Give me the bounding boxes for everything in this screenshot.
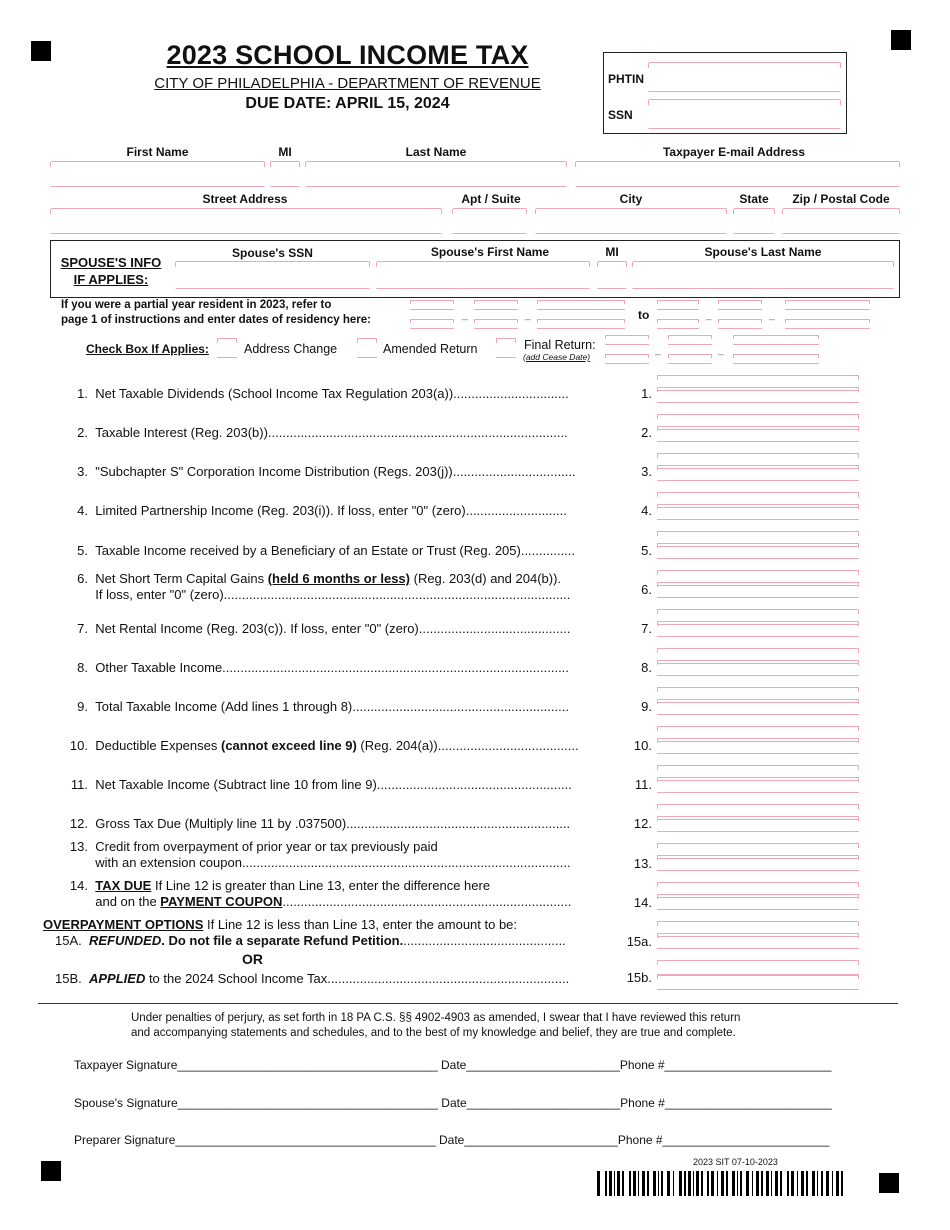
line-description: Net Short Term Capital Gains — [95, 571, 268, 586]
residency-text-2: page 1 of instructions and enter dates of residency here: — [61, 314, 371, 326]
line-12-ref: 12. — [633, 816, 652, 831]
mi-field[interactable] — [270, 161, 300, 187]
final-return-checkbox[interactable] — [496, 338, 516, 358]
line-number: 15A. — [55, 933, 82, 948]
line-description-rest: (Reg. 204(a))....................................... — [356, 738, 579, 753]
spouse-ssn-field[interactable] — [175, 261, 370, 289]
or-label: OR — [242, 951, 263, 967]
cease-date-day-lower — [668, 354, 712, 364]
line-description: Other Taxable Income................................................................................................ — [95, 660, 569, 675]
line-10-emphasis: (cannot exceed line 9) — [220, 738, 357, 753]
line-6-text — [60, 571, 615, 603]
line-number: 3. — [77, 464, 88, 479]
line-number: 10. — [69, 738, 88, 753]
address-change-label: Address Change — [244, 342, 338, 356]
residency-to-month-lower — [657, 319, 699, 329]
first-name-field[interactable] — [50, 161, 265, 187]
tax-due-label: TAX DUE — [95, 878, 152, 893]
line-description: If Line 12 is greater than Line 13, enter the difference here — [151, 878, 491, 893]
spouse-first-name-label: Spouse's First Name — [430, 245, 550, 259]
residency-from-year-lower — [537, 319, 625, 329]
line-15b-ref: 15b. — [626, 970, 652, 985]
spouse-mi-label: MI — [605, 245, 619, 259]
date-separator: _ — [525, 310, 531, 321]
residency-text-1: If you were a partial year resident in 2023, refer to — [61, 299, 332, 311]
registration-mark-bottom-right — [879, 1173, 899, 1193]
line-3-text — [60, 464, 615, 480]
ssn-label: SSN — [608, 108, 633, 122]
department-name: CITY OF PHILADELPHIA - DEPARTMENT OF REVENUE — [154, 75, 541, 92]
cease-date-year-lower — [733, 354, 819, 364]
line-2-amount-lower — [657, 426, 859, 442]
street-field[interactable] — [50, 208, 442, 234]
residency-from-month-lower — [410, 319, 454, 329]
taxpayer-signature-line[interactable]: Taxpayer Signature_______________________________________ Date_______________________Phone #_________________________ — [74, 1058, 832, 1072]
line-5-amount-lower — [657, 543, 859, 559]
residency-to-year[interactable] — [785, 300, 870, 310]
cease-date-day[interactable] — [668, 335, 712, 345]
line-number: 6. — [77, 571, 88, 586]
line-number: 14. — [69, 878, 88, 893]
line-3-ref: 3. — [641, 464, 652, 479]
line-11-text — [60, 777, 615, 793]
applied-label: APPLIED — [88, 971, 146, 986]
line-number: 8. — [77, 660, 88, 675]
line-2-text — [60, 425, 615, 441]
line-9-amount-lower — [657, 699, 859, 715]
line-15a-dots: ............................................. — [403, 933, 566, 948]
cease-date-month-lower — [605, 354, 649, 364]
perjury-statement-1: Under penalties of perjury, as set forth in 18 PA C.S. §§ 4902-4903 as amended, I swear that I have reviewed this return — [131, 1012, 741, 1024]
date-separator: _ — [462, 310, 468, 321]
line-1-amount-lower — [657, 387, 859, 403]
perjury-statement-2: and accompanying statements and schedules, and to the best of my knowledge and belief, they are true and complete. — [131, 1027, 736, 1039]
line-1-ref: 1. — [641, 386, 652, 401]
line-10-amount-lower — [657, 738, 859, 754]
line-7-amount-lower — [657, 621, 859, 637]
spouse-last-name-label: Spouse's Last Name — [704, 245, 822, 259]
line-14-ref: 14. — [633, 895, 652, 910]
line-description: Deductible Expenses — [95, 738, 221, 753]
final-return-label: Final Return: — [524, 338, 596, 352]
street-label: Street Address — [202, 192, 288, 206]
line-6-emphasis: (held 6 months or less) — [267, 571, 410, 586]
ssn-field[interactable] — [648, 99, 841, 129]
registration-mark-top-right — [891, 30, 911, 50]
mi-label: MI — [278, 145, 292, 159]
line-4-amount-lower — [657, 504, 859, 520]
line-5-text — [60, 543, 615, 559]
line-9-ref: 9. — [641, 699, 652, 714]
line-1-text — [60, 386, 615, 402]
line-10-text — [60, 738, 615, 754]
line-description: "Subchapter S" Corporation Income Distribution (Regs. 203(j)).................................. — [95, 464, 576, 479]
residency-to-day-lower — [718, 319, 762, 329]
line-4-ref: 4. — [641, 503, 652, 518]
date-separator: _ — [706, 310, 712, 321]
last-name-field[interactable] — [305, 161, 567, 187]
overpayment-text: If Line 12 is less than Line 13, enter the amount to be: — [203, 917, 518, 932]
address-change-checkbox[interactable] — [217, 338, 237, 358]
line-13-amount-lower — [657, 855, 859, 871]
state-label: State — [739, 192, 769, 206]
line-3-amount-lower — [657, 465, 859, 481]
line-14-amount-lower — [657, 894, 859, 910]
date-separator: _ — [655, 345, 661, 356]
line-number: 9. — [77, 699, 88, 714]
line-8-amount-lower — [657, 660, 859, 676]
line-description: Taxable Income received by a Beneficiary of an Estate or Trust (Reg. 205)............... — [95, 543, 576, 558]
apt-label: Apt / Suite — [461, 192, 521, 206]
line-description: Net Rental Income (Reg. 203(c)). If loss, enter "0" (zero).......................................... — [95, 621, 571, 636]
line-15b-description: to the 2024 School Income Tax................................................................... — [145, 971, 570, 986]
line-description-rest: (Reg. 203(d) and 204(b)). — [410, 571, 562, 586]
preparer-signature-line[interactable]: Preparer Signature_______________________________________ Date_______________________Phone #_________________________ — [74, 1133, 830, 1147]
overpayment-heading: OVERPAYMENT OPTIONS — [43, 917, 204, 932]
residency-from-month[interactable] — [410, 300, 454, 310]
state-field[interactable] — [733, 208, 775, 234]
line-12-amount-lower — [657, 816, 859, 832]
zip-field[interactable] — [782, 208, 900, 234]
line-13-continuation: with an extension coupon........................................................................................... — [95, 855, 571, 870]
line-description: Limited Partnership Income (Reg. 203(i)). If loss, enter "0" (zero)............................ — [95, 503, 567, 518]
spouse-heading-1: SPOUSE'S INFO — [60, 255, 162, 270]
line-15a-amount-lower — [657, 933, 859, 949]
cease-date-month[interactable] — [605, 335, 649, 345]
line-number: 13. — [69, 839, 88, 854]
line-7-text — [60, 621, 615, 637]
line-15b-amount-lower — [657, 974, 859, 990]
line-description: Credit from overpayment of prior year or tax previously paid — [95, 839, 438, 854]
residency-from-year[interactable] — [537, 300, 625, 310]
overpayment-heading-row — [43, 917, 517, 932]
line-description: Net Taxable Income (Subtract line 10 from line 9)...................................................... — [95, 777, 572, 792]
residency-from-day[interactable] — [474, 300, 518, 310]
payment-coupon-label: PAYMENT COUPON — [160, 894, 283, 909]
first-name-label: First Name — [126, 145, 189, 159]
refund-note: . Do not file a separate Refund Petition. — [161, 933, 404, 948]
registration-mark-top-left — [31, 41, 51, 61]
phtin-label: PHTIN — [608, 72, 644, 86]
due-date: DUE DATE: APRIL 15, 2024 — [245, 95, 450, 112]
amended-return-checkbox[interactable] — [357, 338, 377, 358]
line-6-amount-lower — [657, 582, 859, 598]
line-9-text — [60, 699, 615, 715]
line-7-ref: 7. — [641, 621, 652, 636]
residency-from-day-lower — [474, 319, 518, 329]
date-separator: _ — [769, 310, 775, 321]
line-number: 2. — [77, 425, 88, 440]
line-5-ref: 5. — [641, 543, 652, 558]
line-15a-text — [55, 933, 566, 948]
registration-mark-bottom-left — [41, 1161, 61, 1181]
line-12-text — [60, 816, 615, 832]
line-number: 11. — [70, 777, 88, 792]
spouse-first-name-field[interactable] — [376, 261, 590, 289]
email-field[interactable] — [575, 161, 900, 187]
line-4-text — [60, 503, 615, 519]
cease-date-year[interactable] — [733, 335, 819, 345]
line-description: Net Taxable Dividends (School Income Tax Regulation 203(a))................................ — [95, 386, 569, 401]
line-13-ref: 13. — [633, 856, 652, 871]
line-number: 1. — [77, 386, 88, 401]
line-15b-text — [55, 971, 569, 986]
line-11-amount-lower — [657, 777, 859, 793]
line-11-ref: 11. — [634, 777, 652, 792]
line-14-dots: ................................................................................ — [282, 894, 572, 909]
line-14-text — [60, 878, 615, 910]
refunded-label: REFUNDED — [88, 933, 162, 948]
line-6-continuation: If loss, enter "0" (zero)................................................................................................ — [95, 587, 571, 602]
form-id: 2023 SIT 07-10-2023 — [693, 1157, 778, 1167]
amended-return-label: Amended Return — [383, 342, 478, 356]
spouse-signature-line[interactable]: Spouse's Signature_______________________________________ Date_______________________Phone #_________________________ — [74, 1096, 832, 1110]
spouse-heading-2: IF APPLIES: — [73, 272, 149, 287]
spouse-ssn-label: Spouse's SSN — [232, 246, 313, 260]
email-label: Taxpayer E-mail Address — [662, 145, 806, 159]
apt-field[interactable] — [452, 208, 527, 234]
line-14-continuation: and on the — [95, 894, 161, 909]
residency-to-label: to — [638, 308, 650, 322]
section-divider — [38, 1003, 898, 1004]
check-box-label: Check Box If Applies: — [86, 342, 209, 356]
city-label: City — [619, 192, 643, 206]
line-description: Taxable Interest (Reg. 203(b))................................................................................... — [95, 425, 568, 440]
line-6-ref: 6. — [641, 582, 652, 597]
final-return-note: (add Cease Date) — [523, 352, 591, 362]
line-number: 15B. — [55, 971, 82, 986]
line-description: Gross Tax Due (Multiply line 11 by .037500).............................................................. — [95, 816, 571, 831]
line-number: 12. — [69, 816, 88, 831]
barcode — [597, 1171, 843, 1196]
line-10-ref: 10. — [633, 738, 652, 753]
phtin-field[interactable] — [648, 62, 841, 92]
line-15a-ref: 15a. — [626, 934, 652, 949]
spouse-mi-field[interactable] — [597, 261, 627, 289]
city-field[interactable] — [535, 208, 727, 234]
date-separator: _ — [718, 345, 724, 356]
line-number: 7. — [77, 621, 88, 636]
spouse-last-name-field[interactable] — [632, 261, 894, 289]
zip-label: Zip / Postal Code — [792, 192, 890, 206]
line-8-text — [60, 660, 615, 676]
line-2-ref: 2. — [641, 425, 652, 440]
line-8-ref: 8. — [641, 660, 652, 675]
last-name-label: Last Name — [405, 145, 467, 159]
line-13-text — [60, 839, 615, 871]
residency-to-month[interactable] — [657, 300, 699, 310]
line-number: 5. — [77, 543, 88, 558]
residency-to-year-lower — [785, 319, 870, 329]
line-description: Total Taxable Income (Add lines 1 through 8)............................................................ — [95, 699, 569, 714]
residency-to-day[interactable] — [718, 300, 762, 310]
form-title: 2023 SCHOOL INCOME TAX — [166, 40, 529, 70]
line-number: 4. — [77, 503, 88, 518]
